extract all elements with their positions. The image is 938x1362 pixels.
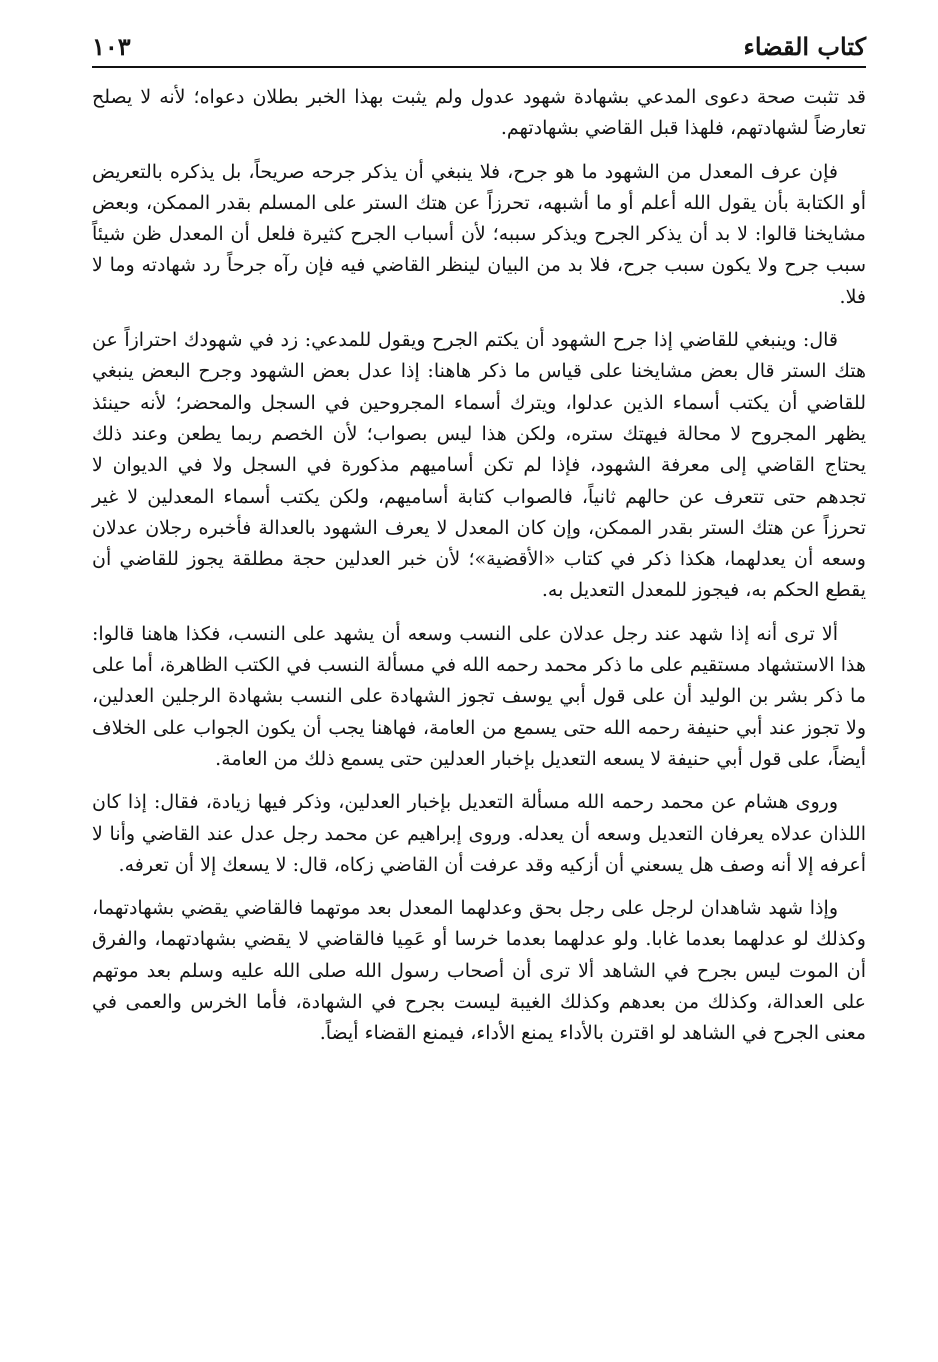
page-header xyxy=(92,26,866,68)
page-number: ١٠٣ xyxy=(92,32,131,61)
running-title: كتاب القضاء xyxy=(743,32,866,61)
paragraph: وروى هشام عن محمد رحمه الله مسألة التعديل بإخبار العدلين، وذكر فيها زيادة، فقال: إذا كان اللذان عدلاه يعرفان التعديل وسعه أن يعدله. وروى إبراهيم عن محمد رجل عدل عند القاضي وأنا لا أعرفه إلا أنه وصف هل يسعني أن أزكيه وقد عرفت أن القاضي زكاه، قال: لا يسعك إلا أن تعرفه. xyxy=(92,791,866,876)
paragraph: وإذا شهد شاهدان لرجل على رجل بحق وعدلهما المعدل بعد موتهما فالقاضي يقضي بشهادتهما، وكذلك لو عدلهما بعدما غابا. ولو عدلهما بعدما خرسا أو عَمِيا فالقاضي لا يقضي بشهادتهما، والفرق أن الموت ليس بجرح في الشاهد ألا ترى أن أصحاب رسول الله صلى الله عليه وسلم بعد موتهم على العدالة، وكذلك من بعدهم وكذلك الغيبة ليست بجرح في الشهادة، فأما الخرس والعمى في معنى الجرح في الشاهد لو اقترن بالأداء يمنع الأداء، فيمنع القضاء أيضاً. xyxy=(92,897,866,1045)
paragraph: قال: وينبغي للقاضي إذا جرح الشهود أن يكتم الجرح ويقول للمدعي: زد في شهودك احترازاً عن هتك الستر قال بعض مشايخنا على قياس ما ذكر هاهنا: إذا عدل بعض الشهود وجرح البعض ينبغي للقاضي أن يكتب أسماء الذين عدلوا، ويترك أسماء المجروحين في السجل والمحضر؛ لأنه حينئذ يظهر المجروح لا محالة فيهتك ستره، ولكن هذا ليس بصواب؛ لأن الخصم ربما يطعن وعند ذلك يحتاج القاضي إلى معرفة الشهود، فإذا لم تكن أساميهم مذكورة في السجل ولا في الديوان لا تجدهم حتى تتعرف عن حالهم ثانياً، فالصواب كتابة أساميهم، ولكن يكتب أسماء المعدلين لا غير تحرزاً عن هتك الستر بقدر الممكن، وإن كان المعدل لا يعرف الشهود بالعدالة فأخبره رجلان عدلان وسعه أن يعدلهما، هكذا ذكر في كتاب «الأقضية»؛ لأن خبر العدلين حجة مطلقة يجوز للقاضي أن يقطع الحكم به، فيجوز للمعدل التعديل به. xyxy=(92,329,866,602)
paragraph-continuation: قد تثبت صحة دعوى المدعي بشهادة شهود عدول ولم يثبت بهذا الخبر بطلان دعواه؛ لأنه لا يصلح تعارضاً لشهادتهم، فلهذا قبل القاضي بشهادتهم. xyxy=(92,86,866,140)
paragraph: ألا ترى أنه إذا شهد عند رجل عدلان على النسب وسعه أن يشهد على النسب، فكذا هاهنا قالوا: هذا الاستشهاد مستقيم على ما ذكر محمد رحمه الله في مسألة النسب في الكتب الظاهرة، أما على ما ذكر بشر بن الوليد أن على قول أبي يوسف تجوز الشهادة على النسب بشهادة الرجلين العدلين، ولا تجوز عند أبي حنيفة رحمه الله حتى يسمع من العامة، فهاهنا يجب أن يكون الجواب على الخلاف أيضاً، على قول أبي حنيفة لا يسعه التعديل بإخبار العدلين حتى يسمع ذلك من العامة. xyxy=(92,622,866,770)
paragraph: فإن عرف المعدل من الشهود ما هو جرح، فلا ينبغي أن يذكر جرحه صريحاً، بل يذكره بالتعريض أو الكتابة بأن يقول الله أعلم أو ما أشبهه، تحرزاً عن هتك الستر على المسلم بقدر الممكن، وبعض مشايخنا قالوا: لا بد أن يذكر الجرح ويذكر سببه؛ لأن أسباب الجرح كثيرة فلعل أن المعدل ظن شيئاً سبب جرح ولا يكون سبب جرح، فلا بد من البيان لينظر القاضي فيه فإن رآه جرحاً رد شهادته وما لا فلا. xyxy=(92,160,866,308)
book-page xyxy=(92,26,866,1336)
page-body xyxy=(92,82,866,1050)
